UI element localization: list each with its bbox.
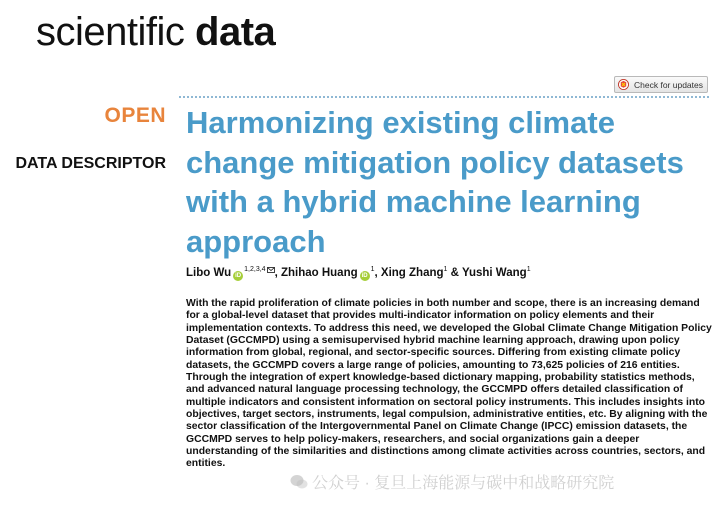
author-list [186, 266, 531, 281]
author-affiliations: 1,2,3,4 [244, 266, 266, 273]
article-type-label: DATA DESCRIPTOR [15, 155, 166, 172]
journal-logo [36, 10, 275, 55]
journal-name-light: scientific [36, 10, 185, 54]
author-separator: & [447, 267, 462, 279]
author[interactable] [281, 267, 375, 279]
author-separator: , [274, 267, 281, 279]
watermark-text: 公众号 · 复旦上海能源与碳中和战略研究院 [312, 475, 615, 492]
wechat-icon [290, 474, 308, 490]
watermark [290, 470, 614, 493]
author-affiliations: 1 [370, 266, 375, 273]
orcid-icon[interactable]: iD [235, 273, 242, 279]
open-access-label: OPEN [104, 104, 166, 127]
check-for-updates-button[interactable] [614, 76, 708, 93]
author-separator: , [374, 267, 381, 279]
author[interactable] [462, 267, 531, 279]
author-name: Yushi Wang [461, 267, 527, 279]
author[interactable] [186, 267, 275, 279]
title-divider [179, 96, 709, 98]
author-name: Xing Zhang [380, 267, 444, 279]
author-affiliations: 1 [526, 266, 531, 273]
email-icon[interactable] [267, 267, 275, 273]
article-title: Harmonizing existing climate change mitigation policy datasets with a hybrid machine learning approach [186, 105, 684, 259]
crossmark-icon [618, 79, 629, 90]
check-for-updates-label: Check for updates [634, 79, 703, 90]
author-name: Zhihao Huang [280, 267, 358, 279]
author-affiliations: 1 [443, 266, 448, 273]
author-name: Libo Wu [186, 267, 232, 279]
journal-name-bold: data [195, 10, 276, 54]
abstract: With the rapid proliferation of climate policies in both number and scope, there is an increasing demand for a global-level dataset that provides multi-indicator information on policy elements and their implementation contexts. To address this need, we developed the Global Climate Change Mitigation Policy Dataset (GCCMPD) using a semisupervised hybrid machine learning approach, drawing upon policy information from global, regional, and sector-specific sources. Differing from existing climate policy datasets, the GCCMPD covers a large range of policies, amounting to 73,625 policies of 216 entities. Through the integration of expert knowledge-based dictionary mapping, probability statistics methods, and advanced natural language processing technology, the GCCMPD offers detailed classification of multiple indicators and consistent information on sectoral policy instruments. This includes insights into objectives, target sectors, instruments, legal compulsion, administrative entities, etc. By aligning with the sector classification of the Intergovernmental Panel on Climate Change (IPCC) emission datasets, the GCCMPD serves to help policy-makers, researchers, and social organizations gain a deeper understanding of the similarities and distinctions among climate activities across countries, sectors, and entities. [186, 298, 712, 470]
author[interactable] [381, 267, 448, 279]
orcid-icon[interactable]: iD [361, 273, 368, 279]
